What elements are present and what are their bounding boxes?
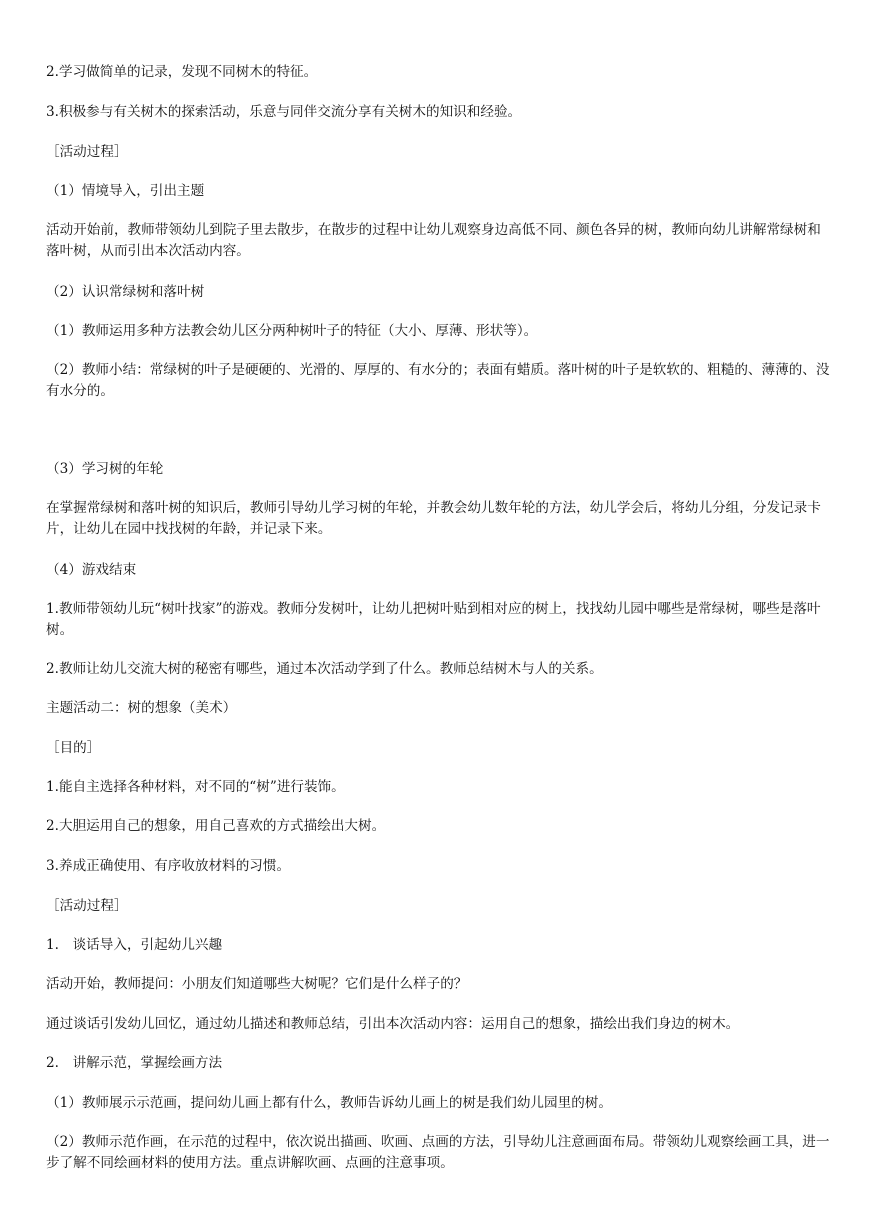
heading-activity-process-2: ［活动过程］: [46, 898, 128, 914]
heading-purpose: ［目的］: [46, 740, 101, 756]
paragraph-step-2-sub-2: （2）教师小结：常绿树的叶子是硬硬的、光滑的、厚厚的、有水分的；表面有蜡质。落叶树的叶子是软软的、粗糙的、薄薄的、没有水分的。: [46, 362, 830, 399]
heading-step-2: （2）认识常绿树和落叶树: [46, 284, 205, 300]
paragraph-purpose-1: 1.能自主选择各种材料，对不同的“树”进行装饰。: [46, 779, 345, 795]
paragraph-step-1-body: 活动开始前，教师带领幼儿到院子里去散步，在散步的过程中让幼儿观察身边高低不同、颜色各异的树，教师向幼儿讲解常绿树和落叶树，从而引出本次活动内容。: [46, 222, 821, 259]
paragraph-goal-2: 2.学习做简单的记录，发现不同树木的特征。: [46, 64, 318, 80]
paragraph-talk-question: 活动开始，教师提问：小朋友们知道哪些大树呢？它们是什么样子的？: [46, 976, 468, 992]
paragraph-step-4-item-1: 1.教师带领幼儿玩“树叶找家”的游戏。教师分发树叶，让幼儿把树叶贴到相对应的树上，找找幼儿园中哪些是常绿树，哪些是落叶树。: [46, 601, 821, 638]
heading-activity-process: ［活动过程］: [46, 144, 128, 160]
paragraph-step-4-item-2: 2.教师让幼儿交流大树的秘密有哪些，通过本次活动学到了什么。教师总结树木与人的关系。: [46, 661, 603, 677]
paragraph-demo-2: （2）教师示范作画，在示范的过程中，依次说出描画、吹画、点画的方法，引导幼儿注意画面布局。带领幼儿观察绘画工具，进一步了解不同绘画材料的使用方法。重点讲解吹画、点画的注意事项。: [46, 1134, 830, 1171]
heading-step-talk-intro: 1. 谈话导入，引起幼儿兴趣: [46, 937, 223, 953]
heading-step-demonstration: 2. 讲解示范，掌握绘画方法: [46, 1055, 223, 1071]
paragraph-demo-1: （1）教师展示示范画，提问幼儿画上都有什么，教师告诉幼儿画上的树是我们幼儿园里的树。: [46, 1095, 612, 1111]
heading-theme-activity-2: 主题活动二：树的想象（美术）: [46, 700, 237, 716]
heading-step-3: （3）学习树的年轮: [46, 461, 164, 477]
paragraph-goal-3: 3.积极参与有关树木的探索活动，乐意与同伴交流分享有关树木的知识和经验。: [46, 104, 522, 120]
heading-step-1: （1）情境导入，引出主题: [46, 183, 205, 199]
paragraph-step-2-sub-1: （1）教师运用多种方法教会幼儿区分两种树叶子的特征（大小、厚薄、形状等）。: [46, 323, 538, 339]
paragraph-talk-summary: 通过谈话引发幼儿回忆，通过幼儿描述和教师总结，引出本次活动内容：运用自己的想象，描绘出我们身边的树木。: [46, 1016, 740, 1032]
paragraph-purpose-3: 3.养成正确使用、有序收放材料的习惯。: [46, 858, 291, 874]
paragraph-purpose-2: 2.大胆运用自己的想象，用自己喜欢的方式描绘出大树。: [46, 818, 386, 834]
paragraph-step-3-body: 在掌握常绿树和落叶树的知识后，教师引导幼儿学习树的年轮，并教会幼儿数年轮的方法，幼儿学会后，将幼儿分组，分发记录卡片，让幼儿在园中找找树的年龄，并记录下来。: [46, 500, 821, 537]
heading-step-4: （4）游戏结束: [46, 562, 137, 578]
